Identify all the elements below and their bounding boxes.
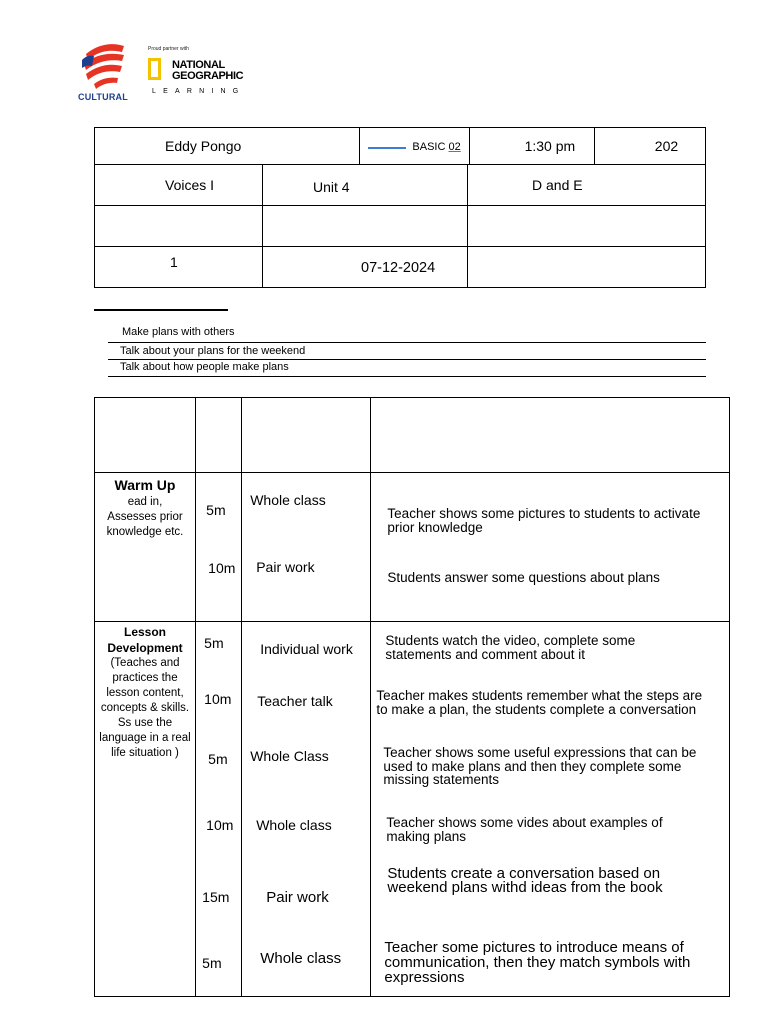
objective-item: Talk about your plans for the weekend <box>108 345 706 360</box>
time-value: 10m <box>208 560 236 576</box>
lessons-cell <box>468 165 706 206</box>
time-value: 5m <box>202 955 222 971</box>
level-label: BASIC 02 <box>412 141 461 153</box>
week-cell <box>95 247 263 288</box>
stage-header-cell <box>95 398 196 473</box>
blue-line <box>368 147 406 149</box>
development-title: Lesson Development <box>107 625 183 655</box>
empty-cell <box>263 206 468 247</box>
date-cell <box>263 247 468 288</box>
activity-text: Students answer some questions about plans <box>387 570 660 585</box>
empty-cell <box>468 206 706 247</box>
warmup-stage-cell <box>95 473 196 622</box>
interaction-value: Whole class <box>250 492 326 508</box>
book-name: Voices I <box>165 177 215 193</box>
development-interaction-cell <box>242 622 371 997</box>
lessons-name: D and E <box>532 177 583 193</box>
book-cell <box>95 165 263 206</box>
national-geographic-frame-icon <box>148 58 161 80</box>
activity-text: Students create a conversation based on weekend plans withd ideas from the book <box>387 865 663 896</box>
time-value: 15m <box>202 889 230 905</box>
logo-area <box>68 30 248 112</box>
national-geographic-learning: LEARNING <box>152 88 246 95</box>
warmup-activity-cell <box>371 473 730 622</box>
teacher-name: Eddy Pongo <box>165 138 242 154</box>
lesson-plan-table <box>94 397 730 997</box>
activity-text: Teacher makes students remember what the steps are to make a plan, the students complete a conversation <box>376 688 703 717</box>
lesson-date: 07-12-2024 <box>361 260 436 276</box>
time-header-cell <box>196 398 242 473</box>
activity-text: Teacher shows some vides about examples of making plans <box>386 815 663 844</box>
activity-text: Teacher shows some useful expressions that can be used to make plans and then they complete some missing statements <box>383 745 697 787</box>
interaction-value: Teacher talk <box>257 693 333 709</box>
cultural-logo-icon <box>80 40 130 92</box>
time-value: 10m <box>204 691 232 707</box>
development-activity-cell <box>371 622 730 997</box>
time-value: 5m <box>204 635 224 651</box>
unit-cell <box>263 165 468 206</box>
warmup-title: Warm Up <box>114 477 176 493</box>
header-table <box>94 127 706 165</box>
warmup-description: ead in, Assesses prior knowledge etc. <box>106 496 184 538</box>
empty-cell <box>468 247 706 288</box>
interaction-header-cell <box>242 398 371 473</box>
room-number: 202 <box>654 138 679 154</box>
interaction-value: Whole class <box>260 950 342 967</box>
activity-text: Teacher shows some pictures to students to activate prior knowledge <box>387 506 701 535</box>
level-cell <box>360 128 469 165</box>
time-value: 5m <box>206 502 226 518</box>
development-stage-cell <box>95 622 196 997</box>
time-cell <box>469 128 594 165</box>
objective-item: Make plans with others <box>108 326 706 343</box>
warmup-interaction-cell <box>242 473 371 622</box>
teacher-cell <box>95 128 360 165</box>
development-description: (Teaches and practices the lesson content, concepts & skills. Ss use the language in a real life situation ) <box>99 657 191 759</box>
warmup-time-cell <box>196 473 242 622</box>
national-geographic-name: NATIONAL GEOGRAPHIC <box>172 59 244 82</box>
time-value: 5m <box>208 751 228 767</box>
activity-header-cell <box>371 398 730 473</box>
header-table-lower <box>94 164 706 288</box>
interaction-value: Whole Class <box>250 748 329 764</box>
objective-item: Talk about how people make plans <box>108 361 706 377</box>
partner-tagline: Proud partner with <box>148 46 189 52</box>
unit-name: Unit 4 <box>313 179 350 195</box>
objectives-underline <box>94 309 228 311</box>
interaction-value: Whole class <box>256 817 332 833</box>
class-time: 1:30 pm <box>524 138 576 154</box>
activity-text: Students watch the video, complete some statements and comment about it <box>385 633 636 662</box>
activity-text: Teacher some pictures to introduce means of communication, then they match symbols with expressions <box>384 939 691 986</box>
interaction-value: Pair work <box>256 559 315 575</box>
week-number: 1 <box>170 254 178 270</box>
empty-cell <box>95 206 263 247</box>
cultural-logo-text: CULTURAL <box>78 92 128 102</box>
time-value: 10m <box>206 817 234 833</box>
development-time-cell <box>196 622 242 997</box>
room-cell <box>594 128 705 165</box>
interaction-value: Individual work <box>260 641 353 657</box>
interaction-value: Pair work <box>266 889 329 906</box>
